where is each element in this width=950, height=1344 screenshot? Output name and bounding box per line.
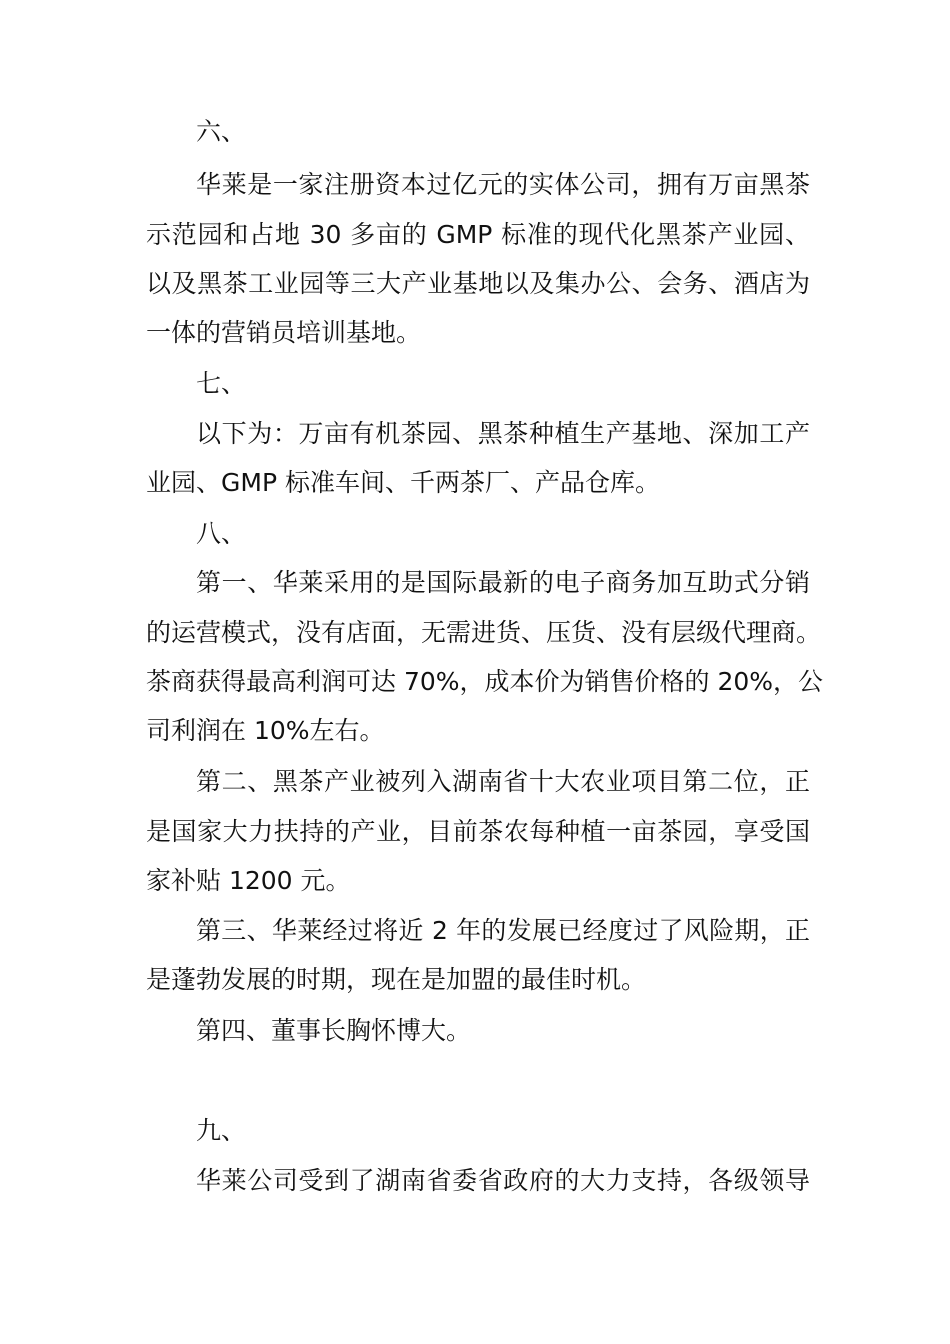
paragraph-line: 第一、华莱采用的是国际最新的电子商务加互助式分销	[196, 568, 810, 597]
paragraph-line: 茶商获得最高利润可达 70%，成本价为销售价格的 20%，公	[146, 667, 824, 696]
section-heading-8: 八、	[196, 519, 247, 548]
paragraph-line: 家补贴 1200 元。	[146, 866, 351, 895]
paragraph-line: 第四、董事长胸怀博大。	[196, 1016, 472, 1045]
paragraph-line: 的运营模式，没有店面，无需进货、压货、没有层级代理商。	[146, 618, 822, 647]
paragraph-line: 华莱公司受到了湖南省委省政府的大力支持，各级领导	[196, 1166, 810, 1195]
paragraph-line: 以下为：万亩有机茶园、黑茶种植生产基地、深加工产	[196, 419, 810, 448]
paragraph-line: 示范园和占地 30 多亩的 GMP 标准的现代化黑茶产业园、	[146, 220, 810, 249]
paragraph-line: 华莱是一家注册资本过亿元的实体公司，拥有万亩黑茶	[196, 170, 810, 199]
paragraph-line: 第二、黑茶产业被列入湖南省十大农业项目第二位，正	[196, 767, 810, 796]
section-heading-6: 六、	[196, 117, 247, 146]
section-heading-9: 九、	[196, 1116, 247, 1145]
paragraph-line: 以及黑茶工业园等三大产业基地以及集办公、会务、酒店为	[146, 269, 810, 298]
paragraph-line: 是蓬勃发展的时期，现在是加盟的最佳时机。	[146, 965, 647, 994]
paragraph-line: 司利润在 10%左右。	[146, 716, 385, 745]
paragraph-line: 第三、华莱经过将近 2 年的发展已经度过了风险期，正	[196, 916, 810, 945]
paragraph-line: 业园、GMP 标准车间、千两茶厂、产品仓库。	[146, 468, 660, 497]
section-heading-7: 七、	[196, 369, 247, 398]
paragraph-line: 一体的营销员培训基地。	[146, 318, 422, 347]
paragraph-line: 是国家大力扶持的产业，目前茶农每种植一亩茶园，享受国	[146, 817, 810, 846]
